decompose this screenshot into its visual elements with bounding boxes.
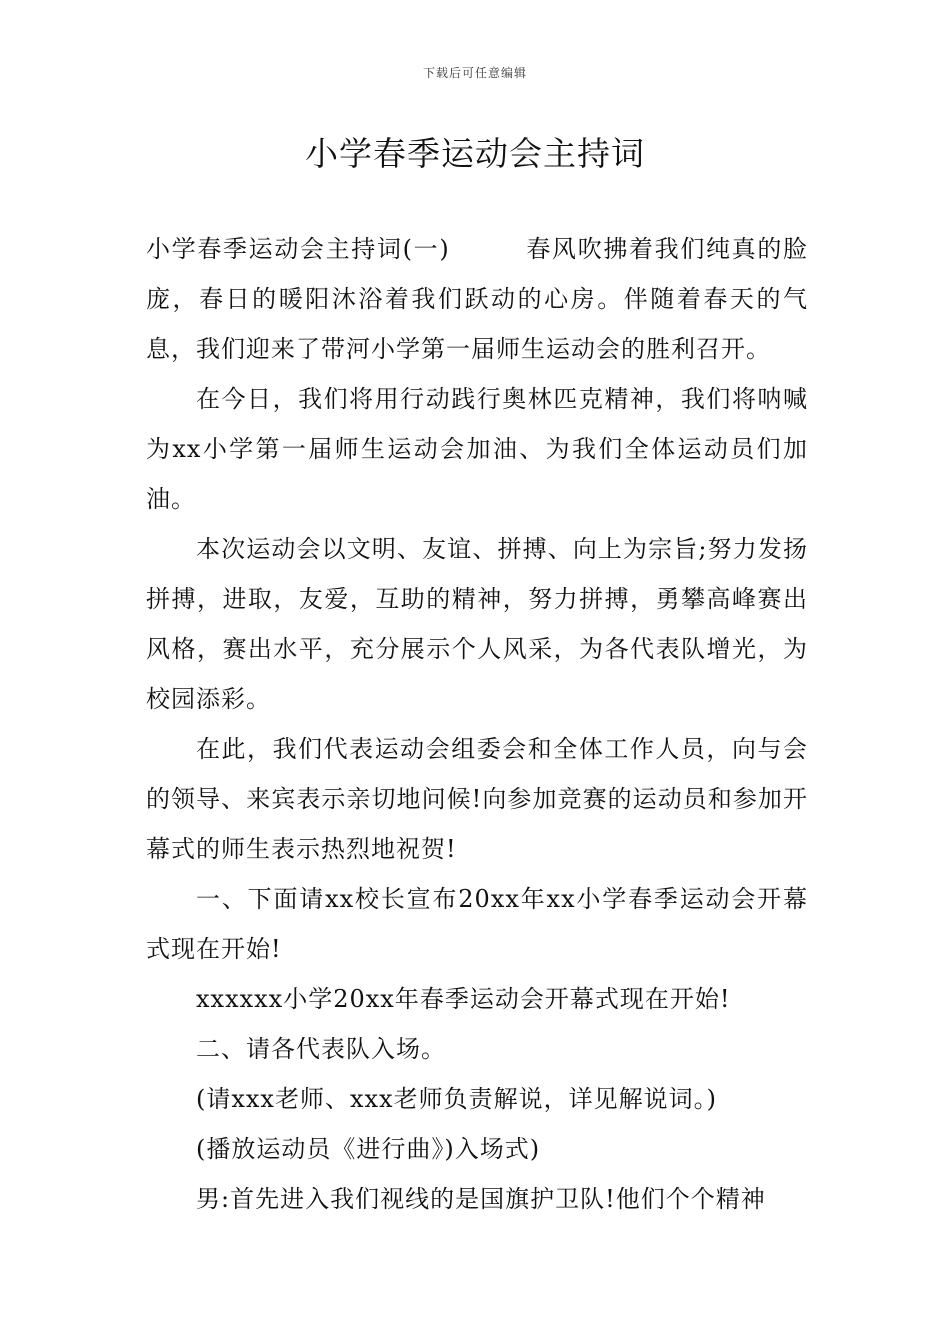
paragraph: 在今日，我们将用行动践行奥林匹克精神，我们将呐喊为xx小学第一届师生运动会加油、为我们全体运动员们加油。 (146, 385, 808, 513)
document-title: 小学春季运动会主持词 (305, 134, 645, 173)
paragraph: xxxxxx小学20xx年春季运动会开幕式现在开始! (196, 985, 731, 1013)
paragraph: 本次运动会以文明、友谊、拼搏、向上为宗旨;努力发扬拼搏，进取，友爱，互助的精神，努力拼搏，勇攀高峰赛出风格，赛出水平，充分展示个人风采，为各代表队增光，为校园添彩。 (146, 535, 808, 713)
document-body (146, 224, 808, 1224)
paragraph: (播放运动员《进行曲》)入场式) (196, 1135, 541, 1163)
section-heading: 小学春季运动会主持词(一) (146, 235, 450, 263)
paragraph: 二、请各代表队入场。 (196, 1035, 446, 1063)
paragraph: 男:首先进入我们视线的是国旗护卫队!他们个个精神 (196, 1185, 766, 1213)
header-note: 下载后可任意编辑 (422, 66, 527, 80)
paragraph: 在此，我们代表运动会组委会和全体工作人员，向与会的领导、来宾表示亲切地问候!向参加竞赛的运动员和参加开幕式的师生表示热烈地祝贺! (146, 735, 808, 863)
paragraph-text: 春风吹拂着我们纯真的脸庞，春日的暖阳沐浴着我们跃动的心房。伴随着春天的气息，我们迎来了带河小学第一届师生运动会的胜利召开。 (146, 235, 809, 363)
paragraph-intro (146, 224, 808, 374)
paragraph: (请xxx老师、xxx老师负责解说，详见解说词。) (196, 1085, 717, 1113)
paragraph: 一、下面请xx校长宣布20xx年xx小学春季运动会开幕式现在开始! (146, 885, 808, 963)
